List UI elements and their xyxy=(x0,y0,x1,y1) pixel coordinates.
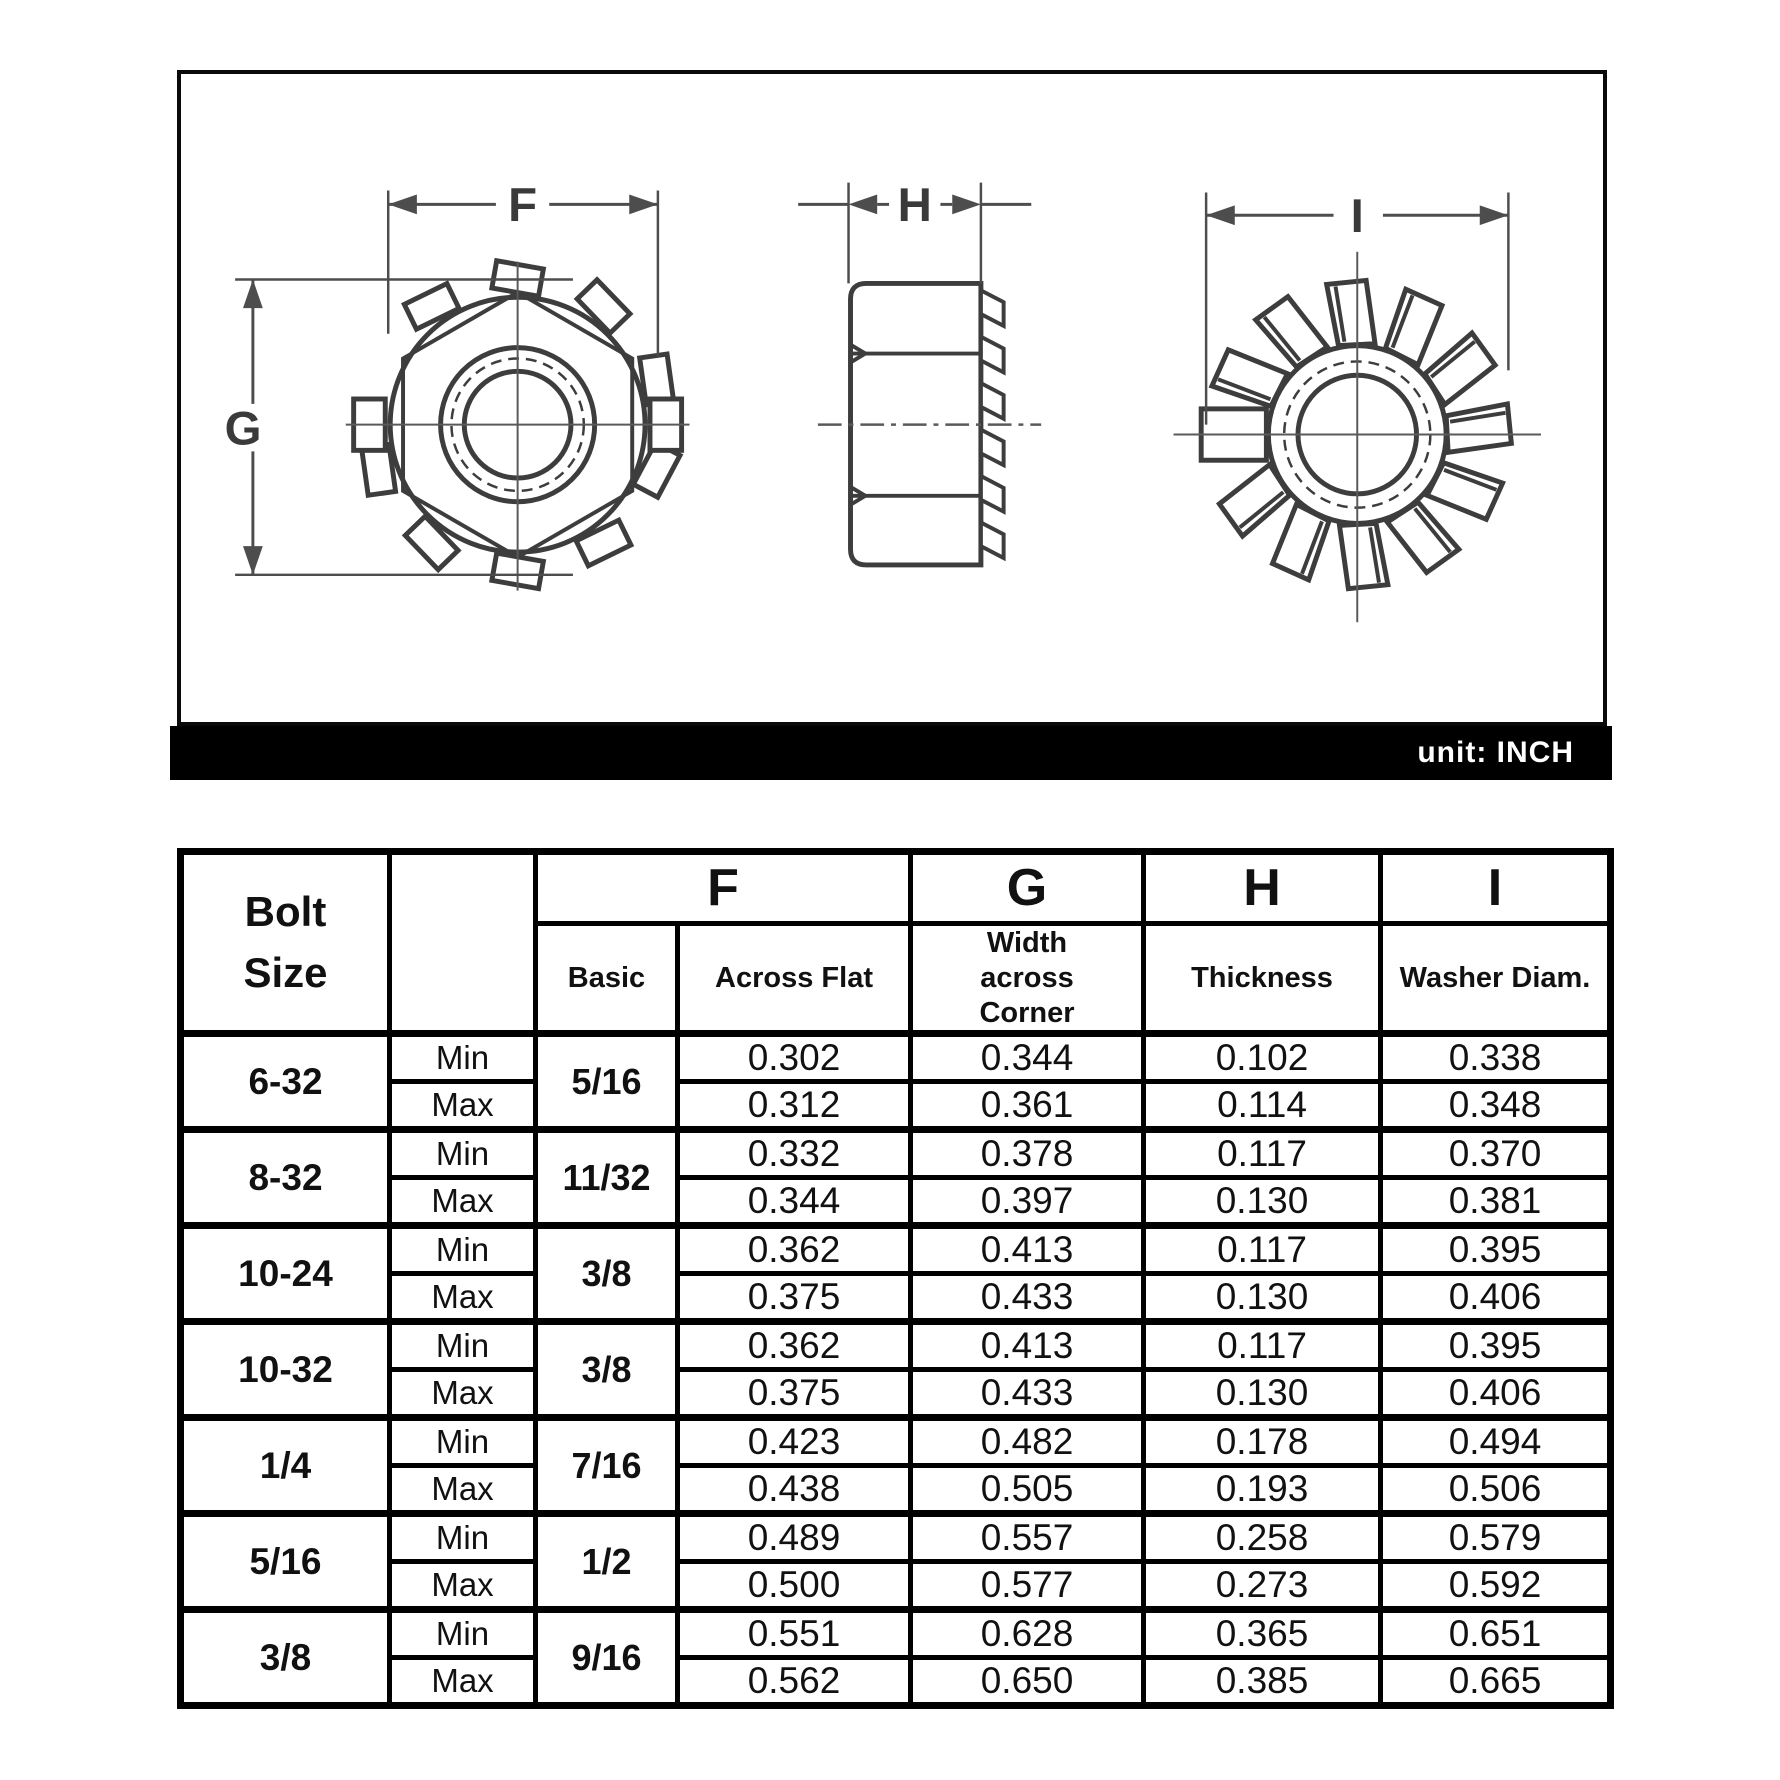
table-row xyxy=(181,1418,1611,1466)
value-cell: 0.506 xyxy=(1381,1466,1611,1514)
value-cell: 0.117 xyxy=(1144,1226,1381,1274)
max-label-cell: Max xyxy=(390,1274,536,1322)
value-cell: 0.665 xyxy=(1381,1658,1611,1706)
value-cell: 0.395 xyxy=(1381,1226,1611,1274)
table-row xyxy=(181,1466,1611,1514)
value-cell: 0.375 xyxy=(678,1370,911,1418)
table-row xyxy=(181,1178,1611,1226)
col-header-f: F xyxy=(536,852,911,924)
value-cell: 0.628 xyxy=(911,1610,1144,1658)
washer-view-drawing xyxy=(1174,190,1541,622)
table-row xyxy=(181,1610,1611,1658)
max-label-cell: Max xyxy=(390,1562,536,1610)
value-cell: 0.551 xyxy=(678,1610,911,1658)
min-max-header-cell xyxy=(390,852,536,1034)
value-cell: 0.562 xyxy=(678,1658,911,1706)
value-cell: 0.375 xyxy=(678,1274,911,1322)
value-cell: 0.273 xyxy=(1144,1562,1381,1610)
value-cell: 0.344 xyxy=(678,1178,911,1226)
value-cell: 0.130 xyxy=(1144,1178,1381,1226)
value-cell: 0.651 xyxy=(1381,1610,1611,1658)
value-cell: 0.494 xyxy=(1381,1418,1611,1466)
value-cell: 0.482 xyxy=(911,1418,1144,1466)
table-row xyxy=(181,1370,1611,1418)
table-row xyxy=(181,1226,1611,1274)
value-cell: 0.302 xyxy=(678,1034,911,1082)
max-label-cell: Max xyxy=(390,1082,536,1130)
min-label-cell: Min xyxy=(390,1514,536,1562)
value-cell: 0.577 xyxy=(911,1562,1144,1610)
min-label-cell: Min xyxy=(390,1322,536,1370)
value-cell: 0.370 xyxy=(1381,1130,1611,1178)
dim-label-f: F xyxy=(508,179,538,233)
dim-label-h: H xyxy=(897,179,932,233)
value-cell: 0.338 xyxy=(1381,1034,1611,1082)
value-cell: 0.385 xyxy=(1144,1658,1381,1706)
min-label-cell: Min xyxy=(390,1610,536,1658)
dim-label-i: I xyxy=(1350,190,1364,244)
value-cell: 0.193 xyxy=(1144,1466,1381,1514)
value-cell: 0.344 xyxy=(911,1034,1144,1082)
max-label-cell: Max xyxy=(390,1178,536,1226)
value-cell: 0.433 xyxy=(911,1274,1144,1322)
basic-cell: 3/8 xyxy=(536,1226,678,1322)
basic-cell: 1/2 xyxy=(536,1514,678,1610)
min-label-cell: Min xyxy=(390,1034,536,1082)
value-cell: 0.178 xyxy=(1144,1418,1381,1466)
bolt-size-line2: Size xyxy=(243,948,328,996)
value-cell: 0.117 xyxy=(1144,1130,1381,1178)
bolt-size-cell: 3/8 xyxy=(181,1610,390,1706)
value-cell: 0.406 xyxy=(1381,1274,1611,1322)
basic-cell: 7/16 xyxy=(536,1418,678,1514)
table-row xyxy=(181,1082,1611,1130)
table-row xyxy=(181,1514,1611,1562)
value-cell: 0.365 xyxy=(1144,1610,1381,1658)
table-row xyxy=(181,1562,1611,1610)
table-row xyxy=(181,1274,1611,1322)
subheader-washer-diam: Washer Diam. xyxy=(1381,924,1611,1034)
spec-table-wrap xyxy=(177,848,1614,1709)
value-cell: 0.348 xyxy=(1381,1082,1611,1130)
value-cell: 0.397 xyxy=(911,1178,1144,1226)
subheader-thickness: Thickness xyxy=(1144,924,1381,1034)
value-cell: 0.361 xyxy=(911,1082,1144,1130)
basic-cell: 3/8 xyxy=(536,1322,678,1418)
side-view-drawing xyxy=(798,179,1041,565)
value-cell: 0.406 xyxy=(1381,1370,1611,1418)
value-cell: 0.557 xyxy=(911,1514,1144,1562)
value-cell: 0.500 xyxy=(678,1562,911,1610)
min-label-cell: Min xyxy=(390,1226,536,1274)
table-row xyxy=(181,1130,1611,1178)
value-cell: 0.312 xyxy=(678,1082,911,1130)
max-label-cell: Max xyxy=(390,1466,536,1514)
table-row xyxy=(181,1034,1611,1082)
value-cell: 0.650 xyxy=(911,1658,1144,1706)
value-cell: 0.378 xyxy=(911,1130,1144,1178)
value-cell: 0.332 xyxy=(678,1130,911,1178)
bolt-size-cell: 10-32 xyxy=(181,1322,390,1418)
unit-label: unit: INCH xyxy=(1417,736,1574,769)
bolt-size-line1: Bolt xyxy=(244,887,327,935)
max-label-cell: Max xyxy=(390,1370,536,1418)
header-row-letters xyxy=(181,852,1611,924)
unit-bar xyxy=(170,726,1612,780)
value-cell: 0.579 xyxy=(1381,1514,1611,1562)
table-row xyxy=(181,1658,1611,1706)
bolt-size-cell: 1/4 xyxy=(181,1418,390,1514)
value-cell: 0.423 xyxy=(678,1418,911,1466)
col-header-i: I xyxy=(1381,852,1611,924)
bolt-size-cell: 10-24 xyxy=(181,1226,390,1322)
subheader-width-across-corner: Width across Corner xyxy=(911,924,1144,1034)
value-cell: 0.381 xyxy=(1381,1178,1611,1226)
basic-cell: 5/16 xyxy=(536,1034,678,1130)
value-cell: 0.130 xyxy=(1144,1370,1381,1418)
col-header-h: H xyxy=(1144,852,1381,924)
value-cell: 0.413 xyxy=(911,1322,1144,1370)
spec-table xyxy=(177,848,1614,1709)
value-cell: 0.130 xyxy=(1144,1274,1381,1322)
min-label-cell: Min xyxy=(390,1418,536,1466)
value-cell: 0.362 xyxy=(678,1226,911,1274)
value-cell: 0.362 xyxy=(678,1322,911,1370)
value-cell: 0.505 xyxy=(911,1466,1144,1514)
value-cell: 0.489 xyxy=(678,1514,911,1562)
nut-drawing-svg xyxy=(181,74,1603,722)
drawing-panel xyxy=(177,70,1607,726)
value-cell: 0.433 xyxy=(911,1370,1144,1418)
subheader-basic: Basic xyxy=(536,924,678,1034)
value-cell: 0.114 xyxy=(1144,1082,1381,1130)
value-cell: 0.395 xyxy=(1381,1322,1611,1370)
bolt-size-cell: 8-32 xyxy=(181,1130,390,1226)
bolt-size-header-cell xyxy=(181,852,390,1034)
dim-label-g: G xyxy=(224,402,262,456)
value-cell: 0.117 xyxy=(1144,1322,1381,1370)
front-view-drawing xyxy=(225,179,690,590)
value-cell: 0.413 xyxy=(911,1226,1144,1274)
bolt-size-cell: 5/16 xyxy=(181,1514,390,1610)
subheader-across-flat: Across Flat xyxy=(678,924,911,1034)
value-cell: 0.102 xyxy=(1144,1034,1381,1082)
value-cell: 0.258 xyxy=(1144,1514,1381,1562)
col-header-g: G xyxy=(911,852,1144,924)
value-cell: 0.438 xyxy=(678,1466,911,1514)
table-row xyxy=(181,1322,1611,1370)
bolt-size-cell: 6-32 xyxy=(181,1034,390,1130)
basic-cell: 9/16 xyxy=(536,1610,678,1706)
value-cell: 0.592 xyxy=(1381,1562,1611,1610)
basic-cell: 11/32 xyxy=(536,1130,678,1226)
max-label-cell: Max xyxy=(390,1658,536,1706)
min-label-cell: Min xyxy=(390,1130,536,1178)
